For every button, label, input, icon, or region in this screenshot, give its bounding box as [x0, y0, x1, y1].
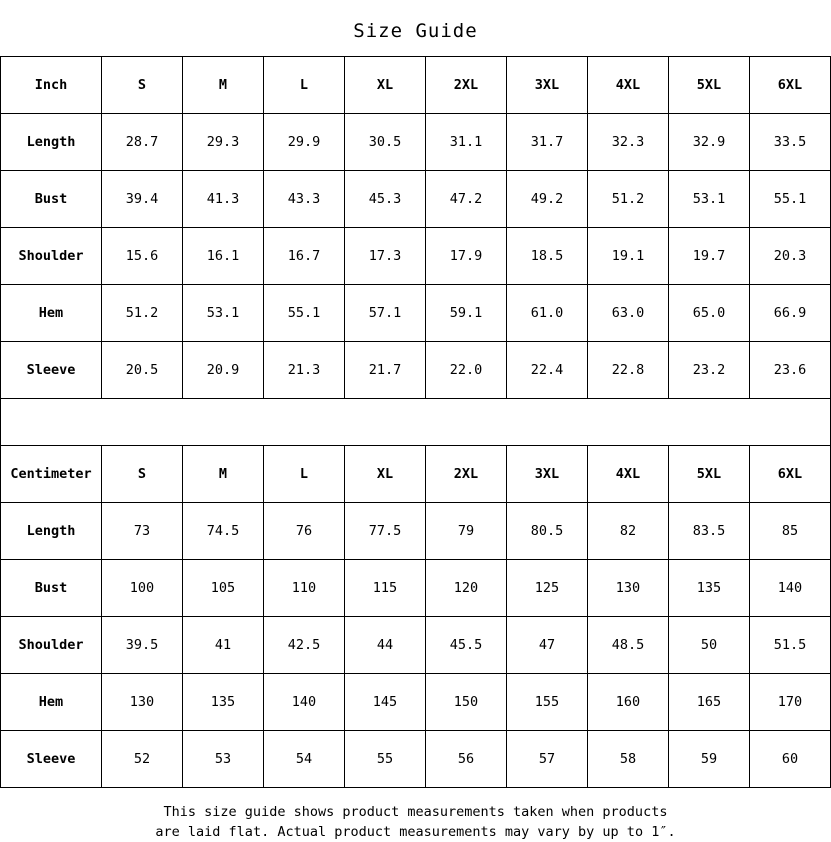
column-header: 6XL: [750, 446, 831, 503]
cell: 135: [669, 560, 750, 617]
cell: 160: [588, 674, 669, 731]
row-label: Length: [1, 114, 102, 171]
cell: 51.2: [588, 171, 669, 228]
column-header: 2XL: [426, 446, 507, 503]
cell: 61.0: [507, 285, 588, 342]
table-header-row: [1, 446, 831, 503]
cell: 33.5: [750, 114, 831, 171]
cell: 130: [102, 674, 183, 731]
cell: 47.2: [426, 171, 507, 228]
cell: 120: [426, 560, 507, 617]
cell: 39.4: [102, 171, 183, 228]
cell: 49.2: [507, 171, 588, 228]
cell: 57.1: [345, 285, 426, 342]
cell: 150: [426, 674, 507, 731]
cell: 59: [669, 731, 750, 788]
cell: 100: [102, 560, 183, 617]
table-row: [1, 674, 831, 731]
cell: 55.1: [264, 285, 345, 342]
cell: 79: [426, 503, 507, 560]
cell: 30.5: [345, 114, 426, 171]
cell: 74.5: [183, 503, 264, 560]
cell: 80.5: [507, 503, 588, 560]
cell: 45.3: [345, 171, 426, 228]
cell: 41.3: [183, 171, 264, 228]
cell: 53.1: [669, 171, 750, 228]
cell: 115: [345, 560, 426, 617]
cell: 41: [183, 617, 264, 674]
unit-label-inch: Inch: [1, 57, 102, 114]
cell: 170: [750, 674, 831, 731]
row-label: Sleeve: [1, 342, 102, 399]
cell: 51.5: [750, 617, 831, 674]
column-header: L: [264, 446, 345, 503]
cell: 59.1: [426, 285, 507, 342]
cell: 77.5: [345, 503, 426, 560]
cell: 58: [588, 731, 669, 788]
cell: 17.9: [426, 228, 507, 285]
table-row: [1, 114, 831, 171]
cell: 31.1: [426, 114, 507, 171]
cell: 43.3: [264, 171, 345, 228]
column-header: 3XL: [507, 57, 588, 114]
inch-size-table: [0, 56, 831, 399]
cell: 22.8: [588, 342, 669, 399]
cell: 53: [183, 731, 264, 788]
cell: 42.5: [264, 617, 345, 674]
cell: 60: [750, 731, 831, 788]
cell: 23.6: [750, 342, 831, 399]
cell: 20.5: [102, 342, 183, 399]
cell: 32.9: [669, 114, 750, 171]
column-header: 5XL: [669, 446, 750, 503]
row-label: Sleeve: [1, 731, 102, 788]
cell: 28.7: [102, 114, 183, 171]
table-row: [1, 228, 831, 285]
cell: 165: [669, 674, 750, 731]
cell: 21.3: [264, 342, 345, 399]
cell: 45.5: [426, 617, 507, 674]
cell: 105: [183, 560, 264, 617]
row-label: Length: [1, 503, 102, 560]
cell: 20.9: [183, 342, 264, 399]
cell: 51.2: [102, 285, 183, 342]
cell: 135: [183, 674, 264, 731]
table-separator: [0, 399, 831, 445]
table-row: [1, 731, 831, 788]
table-row: [1, 560, 831, 617]
cell: 155: [507, 674, 588, 731]
cell: 65.0: [669, 285, 750, 342]
table-row: [1, 617, 831, 674]
cell: 125: [507, 560, 588, 617]
cell: 66.9: [750, 285, 831, 342]
cell: 53.1: [183, 285, 264, 342]
row-label: Hem: [1, 285, 102, 342]
column-header: 5XL: [669, 57, 750, 114]
table-row: [1, 171, 831, 228]
cell: 50: [669, 617, 750, 674]
cell: 44: [345, 617, 426, 674]
cell: 76: [264, 503, 345, 560]
cell: 140: [750, 560, 831, 617]
row-label: Bust: [1, 560, 102, 617]
cell: 19.1: [588, 228, 669, 285]
cell: 55.1: [750, 171, 831, 228]
column-header: 4XL: [588, 446, 669, 503]
cell: 130: [588, 560, 669, 617]
cell: 110: [264, 560, 345, 617]
row-label: Shoulder: [1, 617, 102, 674]
column-header: M: [183, 446, 264, 503]
cell: 57: [507, 731, 588, 788]
column-header: XL: [345, 57, 426, 114]
cell: 85: [750, 503, 831, 560]
column-header: XL: [345, 446, 426, 503]
cell: 63.0: [588, 285, 669, 342]
cell: 54: [264, 731, 345, 788]
cell: 20.3: [750, 228, 831, 285]
cell: 19.7: [669, 228, 750, 285]
centimeter-size-table: [0, 445, 831, 788]
cell: 21.7: [345, 342, 426, 399]
cell: 32.3: [588, 114, 669, 171]
cell: 16.7: [264, 228, 345, 285]
column-header: 3XL: [507, 446, 588, 503]
unit-label-centimeter: Centimeter: [1, 446, 102, 503]
cell: 55: [345, 731, 426, 788]
cell: 18.5: [507, 228, 588, 285]
cell: 140: [264, 674, 345, 731]
table-row: [1, 503, 831, 560]
page-title: Size Guide: [353, 20, 478, 42]
cell: 73: [102, 503, 183, 560]
cell: 83.5: [669, 503, 750, 560]
column-header: M: [183, 57, 264, 114]
cell: 29.3: [183, 114, 264, 171]
row-label: Hem: [1, 674, 102, 731]
column-header: L: [264, 57, 345, 114]
table-row: [1, 285, 831, 342]
column-header: 2XL: [426, 57, 507, 114]
cell: 48.5: [588, 617, 669, 674]
cell: 22.0: [426, 342, 507, 399]
row-label: Bust: [1, 171, 102, 228]
column-header: 6XL: [750, 57, 831, 114]
footnote-line-2: are laid flat. Actual product measurements may vary by up to 1″.: [155, 824, 676, 840]
cell: 23.2: [669, 342, 750, 399]
cell: 31.7: [507, 114, 588, 171]
table-row: [1, 342, 831, 399]
cell: 39.5: [102, 617, 183, 674]
cell: 22.4: [507, 342, 588, 399]
column-header: 4XL: [588, 57, 669, 114]
table-header-row: [1, 57, 831, 114]
column-header: S: [102, 57, 183, 114]
cell: 15.6: [102, 228, 183, 285]
row-label: Shoulder: [1, 228, 102, 285]
footnote-line-1: This size guide shows product measurements taken when products: [163, 804, 668, 820]
cell: 145: [345, 674, 426, 731]
cell: 56: [426, 731, 507, 788]
column-header: S: [102, 446, 183, 503]
cell: 52: [102, 731, 183, 788]
size-guide-footnote: [0, 788, 831, 842]
cell: 29.9: [264, 114, 345, 171]
cell: 47: [507, 617, 588, 674]
cell: 82: [588, 503, 669, 560]
cell: 16.1: [183, 228, 264, 285]
cell: 17.3: [345, 228, 426, 285]
